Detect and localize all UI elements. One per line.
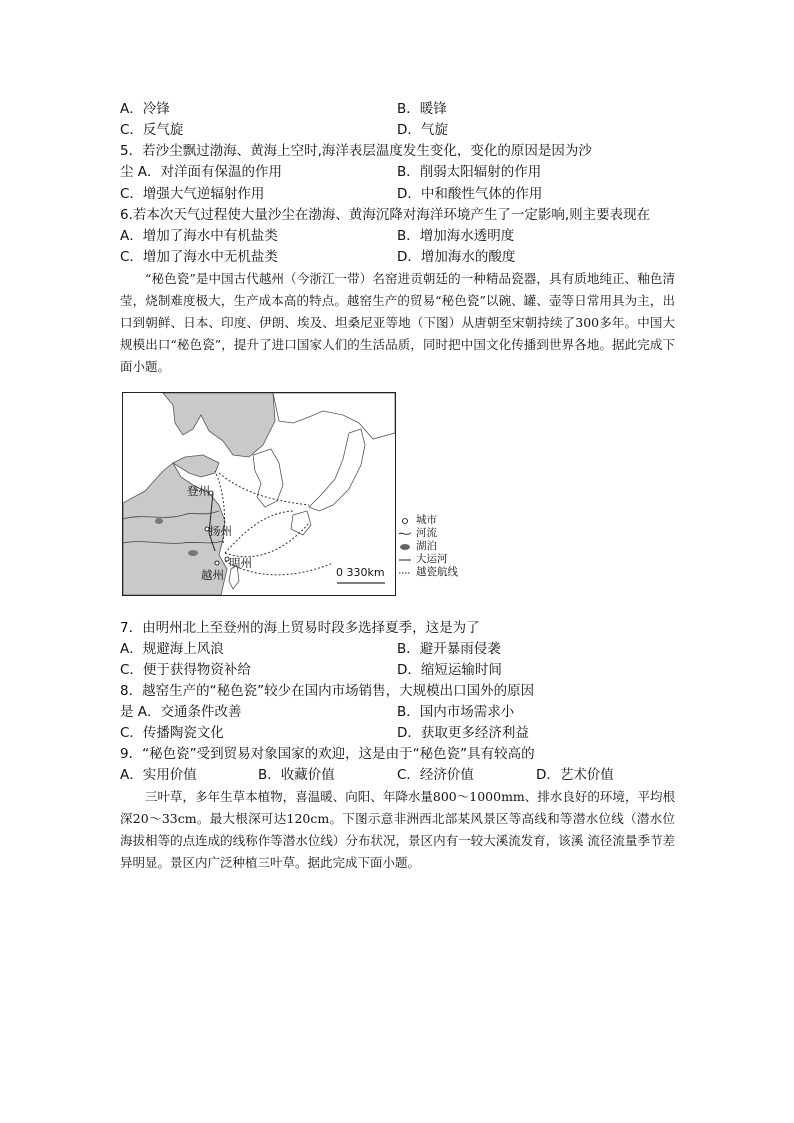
route-icon <box>398 569 412 577</box>
q7-option-b: B．避开暴雨侵袭 <box>397 641 501 657</box>
legend-route: 越瓷航线 <box>398 566 458 579</box>
q7-stem: 7．由明州北上至登州的海上贸易时段多选择夏季，这是为了 <box>120 620 480 636</box>
q9-option-d: D．艺术价值 <box>536 767 614 783</box>
q5-option-c: C．增强大气逆辐射作用 <box>120 186 265 202</box>
lake <box>188 550 198 556</box>
q6-option-a: A．增加了海水中有机盐类 <box>120 228 278 244</box>
canal-icon <box>398 556 412 564</box>
lake <box>155 518 163 524</box>
lake-icon <box>398 543 412 551</box>
label-yangzhou: 扬州 <box>209 524 232 538</box>
map-scale-text: 0 330km <box>336 566 385 579</box>
q5-option-d: D．中和酸性气体的作用 <box>397 186 543 202</box>
q6-option-b: B．增加海水透明度 <box>397 228 515 244</box>
label-mingzhou: 明州 <box>229 556 252 570</box>
q9-option-c: C．经济价值 <box>397 767 474 783</box>
q9-stem: 9．“秘色瓷”受到贸易对象国家的欢迎，这是由于“秘色瓷”具有较高的 <box>120 746 535 762</box>
q4-option-a: A．冷锋 <box>120 101 170 117</box>
q4-option-d: D．气旋 <box>397 122 448 138</box>
passage-clover: 三叶草，多年生草本植物，喜温暖、向阳、年降水量800～1000mm、排水良好的环境，平均根深20～33cm。最大根深可达120cm。下图示意非洲西北部某风景区等高线和等潜水位线（潜水位海拔相等的点连成的线称作等潜水位线）分布状况，景区内有一较大溪流发育，该溪 流径流量季节差异明显。景区内广泛种植三叶草。据此完成下面小题。 <box>120 789 675 870</box>
city-yuezhou <box>215 561 219 565</box>
q8-option-b: B．国内市场需求小 <box>397 704 515 720</box>
label-dengzhou: 登州 <box>187 484 210 498</box>
q4-option-b: B．暖锋 <box>397 101 447 117</box>
q9-option-b: B．收藏价值 <box>258 767 335 783</box>
q5-option-b: B．削弱太阳辐射的作用 <box>397 164 542 180</box>
q8-option-d: D．获取更多经济利益 <box>397 725 529 741</box>
q5-stem: 5．若沙尘飘过渤海、黄海上空时,海洋表层温度发生变化，变化的原因是因为沙 <box>120 143 592 159</box>
q8-stem: 8．越窑生产的“秘色瓷”较少在国内市场销售，大规模出口国外的原因 <box>120 683 535 699</box>
q8-option-a: 是 A．交通条件改善 <box>120 704 242 720</box>
map-svg <box>123 393 395 595</box>
river-icon <box>398 530 412 538</box>
q7-option-a: A．规避海上风浪 <box>120 641 224 657</box>
legend-river: 河流 <box>398 527 458 540</box>
q8-option-c: C．传播陶瓷文化 <box>120 725 224 741</box>
legend-canal: 大运河 <box>398 553 458 566</box>
legend-lake: 湖泊 <box>398 540 458 553</box>
q7-option-c: C．便于获得物资补给 <box>120 662 251 678</box>
q9-option-a: A．实用价值 <box>120 767 197 783</box>
q4-option-c: C．反气旋 <box>120 122 184 138</box>
q7-option-d: D．缩短运输时间 <box>397 662 502 678</box>
passage-mise-porcelain: “秘色瓷”是中国古代越州（今浙江一带）名窑进贡朝廷的一种精品瓷器，具有质地纯正、釉色清莹，烧制难度极大，生产成本高的特点。越窑生产的贸易“秘色瓷”以碗、罐、壶等日常用具为主，出口到朝鲜、日本、印度、伊朗、埃及、坦桑尼亚等地（下图）从唐朝至宋朝持续了300多年。中国大规模出口“秘色瓷”，提升了进口国家人们的生活品质，同时把中国文化传播到世界各地。据此完成下面小题。 <box>120 271 675 374</box>
q6-option-c: C．增加了海水中无机盐类 <box>120 249 278 265</box>
q6-option-d: D．增加海水的酸度 <box>397 249 516 265</box>
city-icon <box>398 517 412 525</box>
legend-city: 城市 <box>398 514 458 527</box>
label-yuezhou: 越州 <box>201 568 224 582</box>
map-legend <box>398 514 458 579</box>
q5-option-a: 尘 A．对洋面有保温的作用 <box>120 164 283 180</box>
q6-stem: 6.若本次天气过程使大量沙尘在渤海、黄海沉降对海洋环境产生了一定影响,则主要表现在 <box>120 207 651 223</box>
